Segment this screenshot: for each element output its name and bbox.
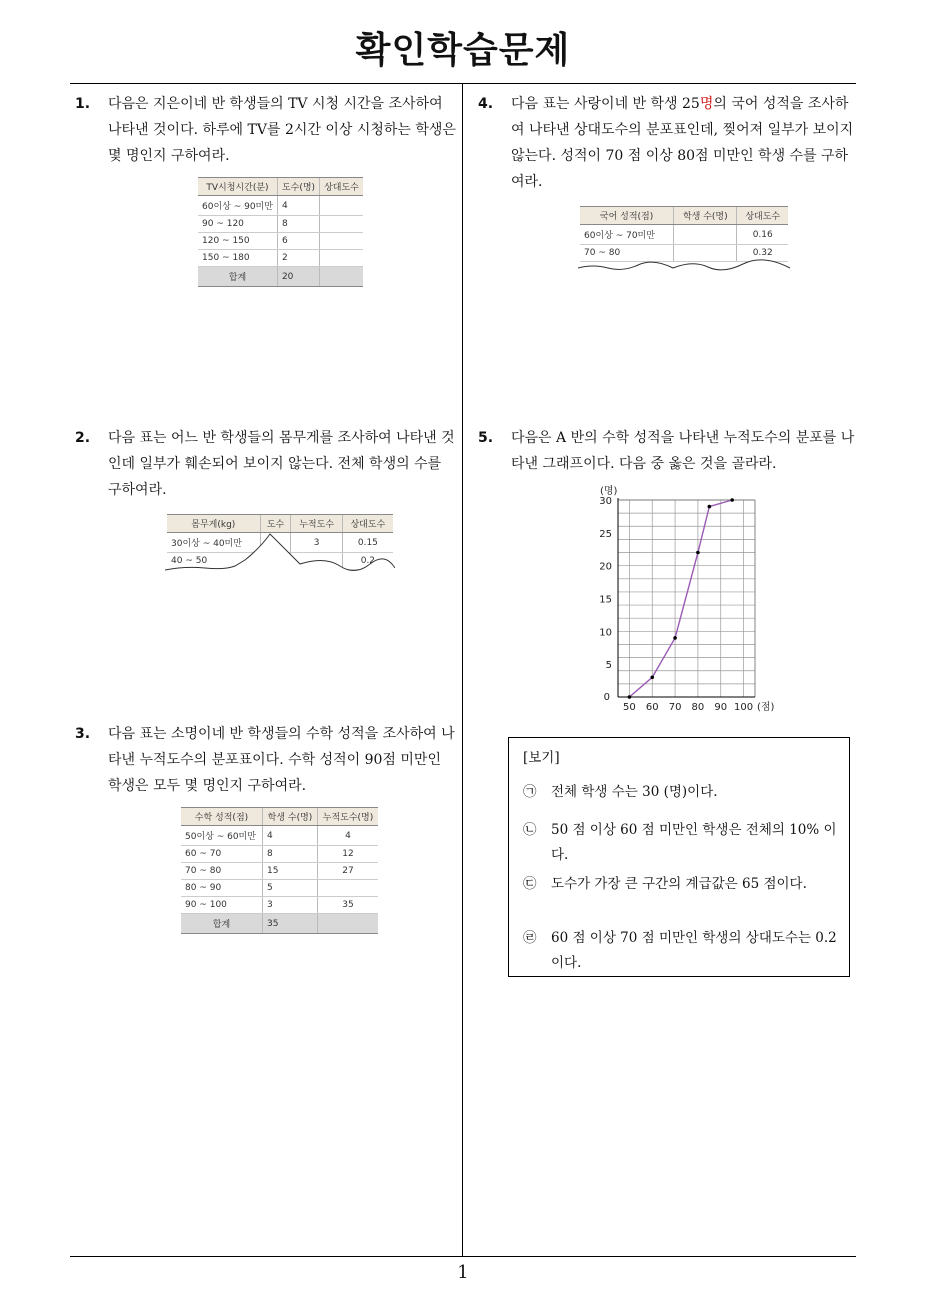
table-cell: 35 <box>318 897 379 914</box>
tv-frequency-table <box>198 177 363 287</box>
table-cell <box>320 196 363 216</box>
highlighted-unit: 명 <box>699 96 714 112</box>
table-cell: 150 ~ 180 <box>198 250 277 267</box>
table-header: 누적도수 <box>291 515 342 533</box>
table-header: 학생 수(명) <box>262 808 317 826</box>
math-cumulative-table <box>181 807 378 934</box>
table-header: 학생 수(명) <box>674 207 737 225</box>
table-cell: 2 <box>277 250 319 267</box>
table-cell <box>320 267 363 287</box>
x-tick-label: 100 <box>734 702 754 713</box>
y-tick-label: 5 <box>605 660 612 672</box>
choice-item <box>523 780 833 805</box>
table-cell <box>320 250 363 267</box>
table-cell: 0.16 <box>737 225 788 245</box>
question-1 <box>75 91 457 169</box>
table-total-row <box>198 267 363 287</box>
table-header: 상대도수 <box>737 207 788 225</box>
table-total-row <box>181 914 378 934</box>
table-header: 국어 성적(점) <box>580 207 674 225</box>
table-cell: 합계 <box>181 914 262 934</box>
table-cell: 4 <box>262 826 317 846</box>
x-tick-label: 80 <box>691 702 705 713</box>
table-cell: 27 <box>318 863 379 880</box>
choice-mark: ㉢ <box>523 876 537 892</box>
table-cell: 80 ~ 90 <box>181 880 262 897</box>
x-tick-label: 50 <box>623 702 636 713</box>
data-point <box>696 551 700 555</box>
table-cell: 12 <box>318 846 379 863</box>
table-cell: 40 ~ 50 <box>167 553 260 570</box>
korean-relative-table <box>580 206 788 262</box>
table-cell: 60이상 ~ 90미만 <box>198 196 277 216</box>
table-cell: 90 ~ 120 <box>198 216 277 233</box>
choices-box <box>508 737 850 977</box>
torn-edge <box>578 256 790 276</box>
torn-edge <box>165 530 395 575</box>
choice-item <box>523 872 833 897</box>
table-row <box>580 225 788 245</box>
choice-mark: ㉣ <box>523 930 537 946</box>
table-cell: 70 ~ 80 <box>580 245 674 262</box>
table-row <box>181 826 378 846</box>
table-header: TV시청시간(분) <box>198 178 277 196</box>
choice-item <box>523 926 837 971</box>
choices-label: [보기] <box>523 750 560 766</box>
table-cell <box>674 225 737 245</box>
table-cell: 5 <box>262 880 317 897</box>
table-cell: 50이상 ~ 60미만 <box>181 826 262 846</box>
y-tick-label: 20 <box>599 561 612 573</box>
x-tick-label: 90 <box>714 702 728 713</box>
question-text-part: 의 국어 성적을 조사하여 나타낸 상대도수의 분포표인데, 찢어져 일부가 보이지 않는다. 성적이 70 점 이상 80점 미만인 학생 수를 구하여라. <box>511 96 854 190</box>
table-cell: 60 ~ 70 <box>181 846 262 863</box>
table-row <box>198 250 363 267</box>
table-cell: 120 ~ 150 <box>198 233 277 250</box>
table-cell: 합계 <box>198 267 277 287</box>
data-point <box>628 695 632 699</box>
choice-text: 전체 학생 수는 30 (명)이다. <box>551 784 718 800</box>
table-cell <box>318 880 379 897</box>
table-row <box>198 196 363 216</box>
question-number: 5. <box>478 430 494 446</box>
table-cell: 6 <box>277 233 319 250</box>
question-text-part: 다음 표는 사랑이네 반 학생 25 <box>511 96 700 112</box>
table-cell <box>320 233 363 250</box>
question-number: 3. <box>75 726 91 742</box>
choice-mark: ㉡ <box>523 822 537 838</box>
question-number: 2. <box>75 430 91 446</box>
data-point <box>650 676 654 680</box>
bottom-rule <box>70 1256 856 1257</box>
table-cell: 0.2 <box>342 553 393 570</box>
table-cell: 35 <box>262 914 317 934</box>
table-cell: 0.15 <box>342 533 393 553</box>
table-cell: 70 ~ 80 <box>181 863 262 880</box>
table-cell: 3 <box>291 533 342 553</box>
choice-text: 도수가 가장 큰 구간의 계급값은 65 점이다. <box>551 876 807 892</box>
table-cell: 4 <box>318 826 379 846</box>
table-row <box>181 880 378 897</box>
x-tick-label: 60 <box>645 702 659 713</box>
table-header: 누적도수(명) <box>318 808 379 826</box>
cumulative-frequency-line <box>629 500 732 697</box>
page-title: 확인학습문제 <box>355 30 571 71</box>
data-point <box>730 498 734 502</box>
table-row <box>181 863 378 880</box>
table-cell: 20 <box>277 267 319 287</box>
table-cell: 4 <box>277 196 319 216</box>
table-cell: 0.32 <box>737 245 788 262</box>
question-text: 다음은 지은이네 반 학생들의 TV 시청 시간을 조사하여 나타낸 것이다. 하루에 TV를 2시간 이상 시청하는 학생은 몇 명인지 구하여라. <box>108 96 456 164</box>
y-axis-label: (명) <box>600 486 618 497</box>
table-cell: 30이상 ~ 40미만 <box>167 533 260 553</box>
page-number: 1 <box>457 1262 469 1283</box>
choice-text: 50 점 이상 60 점 미만인 학생은 전체의 10% 이다. <box>551 822 837 863</box>
table-cell: 8 <box>262 846 317 863</box>
question-4 <box>478 91 860 195</box>
table-header: 도수 <box>260 515 291 533</box>
y-tick-label: 30 <box>599 496 612 507</box>
table-row <box>181 897 378 914</box>
table-cell <box>320 216 363 233</box>
table-row <box>198 233 363 250</box>
table-row <box>198 216 363 233</box>
choice-mark: ㉠ <box>523 784 537 800</box>
x-tick-label: 70 <box>668 702 682 713</box>
table-header: 상대도수 <box>320 178 363 196</box>
table-cell: 90 ~ 100 <box>181 897 262 914</box>
y-tick-label: 25 <box>599 528 612 540</box>
table-header: 도수(명) <box>277 178 319 196</box>
column-divider <box>462 83 463 1256</box>
choice-item <box>523 818 837 863</box>
question-text: 다음 표는 소명이네 반 학생들의 수학 성적을 조사하여 나타낸 누적도수의 분포표이다. 수학 성적이 90점 미만인 학생은 모두 몇 명인지 구하여라. <box>108 726 455 794</box>
question-number: 4. <box>478 96 494 112</box>
cumulative-frequency-chart <box>590 480 780 716</box>
table-cell: 3 <box>262 897 317 914</box>
table-cell <box>318 914 379 934</box>
question-text: 다음 표는 어느 반 학생들의 몸무게를 조사하여 나타낸 것인데 일부가 훼손되어 보이지 않는다. 전체 학생의 수를 구하여라. <box>108 430 455 498</box>
table-header: 수학 성적(점) <box>181 808 262 826</box>
question-2 <box>75 425 457 503</box>
table-header: 몸무게(kg) <box>167 515 260 533</box>
question-text: 다음은 A 반의 수학 성적을 나타낸 누적도수의 분포를 나타낸 그래프이다. 다음 중 옳은 것을 골라라. <box>511 430 855 472</box>
choice-text: 60 점 이상 70 점 미만인 학생의 상대도수는 0.2 이다. <box>551 930 837 971</box>
table-cell: 8 <box>277 216 319 233</box>
data-point <box>673 636 677 640</box>
x-axis-label: (점) <box>757 702 775 713</box>
y-tick-label: 15 <box>599 594 612 606</box>
question-number: 1. <box>75 96 91 112</box>
y-tick-label: 10 <box>599 627 612 639</box>
origin-label: 0 <box>603 692 610 703</box>
table-cell: 60이상 ~ 70미만 <box>580 225 674 245</box>
question-5 <box>478 425 860 477</box>
question-3 <box>75 721 457 799</box>
top-rule <box>70 83 856 84</box>
question-text <box>478 91 860 195</box>
table-cell: 15 <box>262 863 317 880</box>
table-row <box>181 846 378 863</box>
data-point <box>708 505 712 509</box>
table-header: 상대도수 <box>342 515 393 533</box>
